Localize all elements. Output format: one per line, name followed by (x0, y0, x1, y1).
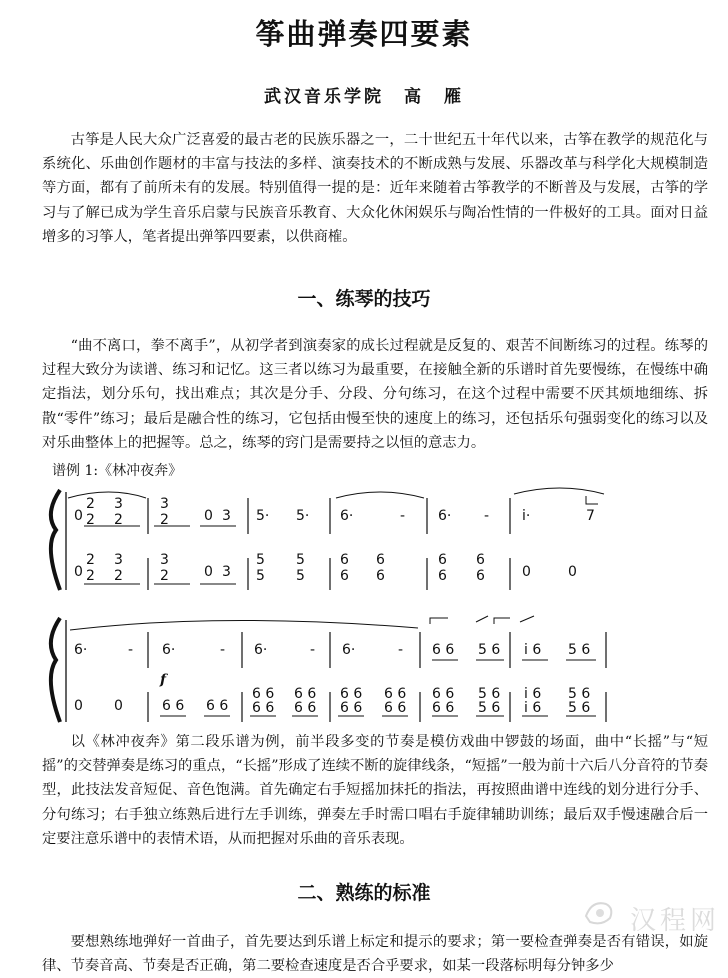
svg-text:0: 0 (74, 698, 83, 714)
svg-text:3: 3 (222, 508, 231, 524)
svg-text:6: 6 (340, 568, 349, 584)
svg-text:0: 0 (114, 698, 123, 714)
section-heading-2: 二、熟练的标准 (297, 882, 431, 904)
svg-text:5 6: 5 6 (568, 700, 591, 716)
svg-text:5 6: 5 6 (568, 642, 591, 658)
svg-text:7: 7 (586, 508, 595, 524)
svg-text:3: 3 (222, 564, 231, 580)
svg-text:6 6: 6 6 (340, 700, 363, 716)
svg-text:-: - (400, 508, 406, 524)
svg-text:3: 3 (114, 496, 123, 512)
svg-text:5: 5 (256, 568, 265, 584)
svg-text:2: 2 (114, 568, 123, 584)
svg-text:i·: i· (522, 508, 531, 524)
svg-text:0: 0 (74, 508, 83, 524)
svg-text:5: 5 (296, 568, 305, 584)
svg-text:-: - (128, 642, 134, 658)
svg-text:0: 0 (522, 564, 531, 580)
svg-text:0: 0 (568, 564, 577, 580)
svg-text:3: 3 (160, 496, 169, 512)
svg-text:2: 2 (86, 552, 95, 568)
svg-text:2: 2 (86, 512, 95, 528)
article-title: 筝曲弹奏四要素 (255, 17, 473, 51)
proficiency-paragraph: 要想熟练地弹好一首曲子，首先要达到乐谱上标定和提示的要求；第一要检查弹奏是否有错误，如旋律、节奏音高、节奏是否正确，第二要检查速度是否合乎要求，如某一段落标明每分钟多少 (42, 934, 708, 975)
svg-text:0: 0 (74, 564, 83, 580)
svg-text:6: 6 (438, 552, 447, 568)
svg-text:2: 2 (86, 496, 95, 512)
svg-text:-: - (398, 642, 404, 658)
svg-text:6 6: 6 6 (294, 700, 317, 716)
article-author: 武汉音乐学院 高 雁 (264, 87, 464, 107)
svg-text:6·: 6· (162, 642, 176, 658)
svg-text:6: 6 (438, 568, 447, 584)
svg-text:5 6: 5 6 (568, 686, 591, 702)
watermark-text: 汉程网 (629, 906, 720, 936)
svg-text:6 6: 6 6 (432, 686, 455, 702)
svg-text:2: 2 (160, 512, 169, 528)
svg-text:5·: 5· (256, 508, 270, 524)
svg-text:5: 5 (256, 552, 265, 568)
svg-text:6: 6 (340, 552, 349, 568)
svg-text:6 6: 6 6 (384, 700, 407, 716)
svg-text:6: 6 (476, 568, 485, 584)
score-system-2 (0, 612, 728, 730)
svg-text:6 6: 6 6 (252, 700, 275, 716)
watermark-logo-icon (582, 898, 616, 928)
svg-text:i 6: i 6 (524, 700, 542, 716)
svg-text:5 6: 5 6 (478, 700, 501, 716)
score-example-label: 谱例 1:《林冲夜奔》 (52, 463, 183, 479)
svg-text:5 6: 5 6 (478, 686, 501, 702)
practice-paragraph: “曲不离口，拳不离手”，从初学者到演奏家的成长过程就是反复的、艰苦不间断练习的过程。练琴的过程大致分为读谱、练习和记忆。这三者以练习为最重要，在接触全新的乐谱时首先要慢练，在慢练中确定指法，划分乐句，找出难点；其次是分手、分段、分句练习，在这个过程中需要不厌其烦地细练、拆散“零件”练习；最后是融合性的练习，它包括由慢至快的速度上的练习，还包括乐句强弱变化的练习以及对乐曲整体上的把握等。总之，练琴的窍门是需要持之以恒的意志力。 (42, 338, 708, 451)
svg-text:i 6: i 6 (524, 642, 542, 658)
svg-text:6 6: 6 6 (294, 686, 317, 702)
svg-text:6·: 6· (74, 642, 88, 658)
svg-text:6·: 6· (340, 508, 354, 524)
svg-text:6 6: 6 6 (432, 700, 455, 716)
svg-text:0: 0 (204, 564, 213, 580)
svg-text:6·: 6· (438, 508, 452, 524)
svg-text:-: - (484, 508, 490, 524)
svg-text:6: 6 (376, 552, 385, 568)
svg-text:6: 6 (476, 552, 485, 568)
svg-text:6 6: 6 6 (206, 698, 229, 714)
svg-text:6 6: 6 6 (252, 686, 275, 702)
score-system-1 (0, 484, 728, 602)
svg-text:2: 2 (160, 568, 169, 584)
grand-staff-bracket (51, 490, 60, 590)
intro-paragraph: 古筝是人民大众广泛喜爱的最古老的民族乐器之一，二十世纪五十年代以来，古筝在教学的规范化与系统化、乐曲创作题材的丰富与技法的多样、演奏技术的不断成熟与发展、乐器改革与科学化大规模制造等方面，都有了前所未有的发展。特别值得一提的是：近年来随着古筝教学的不断普及与发展，古筝的学习与了解已成为学生音乐启蒙与民族音乐教育、大众化休闲娱乐与陶冶性情的一件极好的工具。面对日益增多的习筝人，笔者提出弹筝四要素，以供商榷。 (42, 132, 708, 245)
svg-text:5·: 5· (296, 508, 310, 524)
example-analysis-paragraph: 以《林冲夜奔》第二段乐谱为例，前半段多变的节奏是模仿戏曲中锣鼓的场面，曲中“长摇”与“短摇”的交替弹奏是练习的重点，“长摇”形成了连续不断的旋律线条，“短摇”一般为前十六后八分音符的节奏型，此技法发音短促、音色饱满。首先确定右手短摇加抹托的指法，再按照曲谱中连线的划分进行分手、分句练习；右手独立练熟后进行左手训练，弹奏左手时需口唱右手旋律辅助训练；最后双手慢速融合后一定要注意乐谱中的表情术语，从而把握对乐曲的音乐表现。 (42, 734, 708, 847)
svg-text:3: 3 (114, 552, 123, 568)
svg-text:2: 2 (114, 512, 123, 528)
svg-text:-: - (310, 642, 316, 658)
svg-text:6 6: 6 6 (384, 686, 407, 702)
svg-text:5 6: 5 6 (478, 642, 501, 658)
svg-text:6: 6 (376, 568, 385, 584)
svg-text:5: 5 (296, 552, 305, 568)
svg-text:6 6: 6 6 (162, 698, 185, 714)
svg-text:3: 3 (160, 552, 169, 568)
svg-text:6 6: 6 6 (432, 642, 455, 658)
svg-text:2: 2 (86, 568, 95, 584)
svg-text:0: 0 (204, 508, 213, 524)
dynamic-forte: f (160, 672, 167, 688)
section-heading-1: 一、练琴的技巧 (297, 288, 431, 310)
svg-text:-: - (220, 642, 226, 658)
svg-text:i 6: i 6 (524, 686, 542, 702)
svg-text:6·: 6· (254, 642, 268, 658)
svg-text:6 6: 6 6 (340, 686, 363, 702)
svg-text:6·: 6· (342, 642, 356, 658)
grand-staff-bracket-2 (51, 618, 60, 722)
